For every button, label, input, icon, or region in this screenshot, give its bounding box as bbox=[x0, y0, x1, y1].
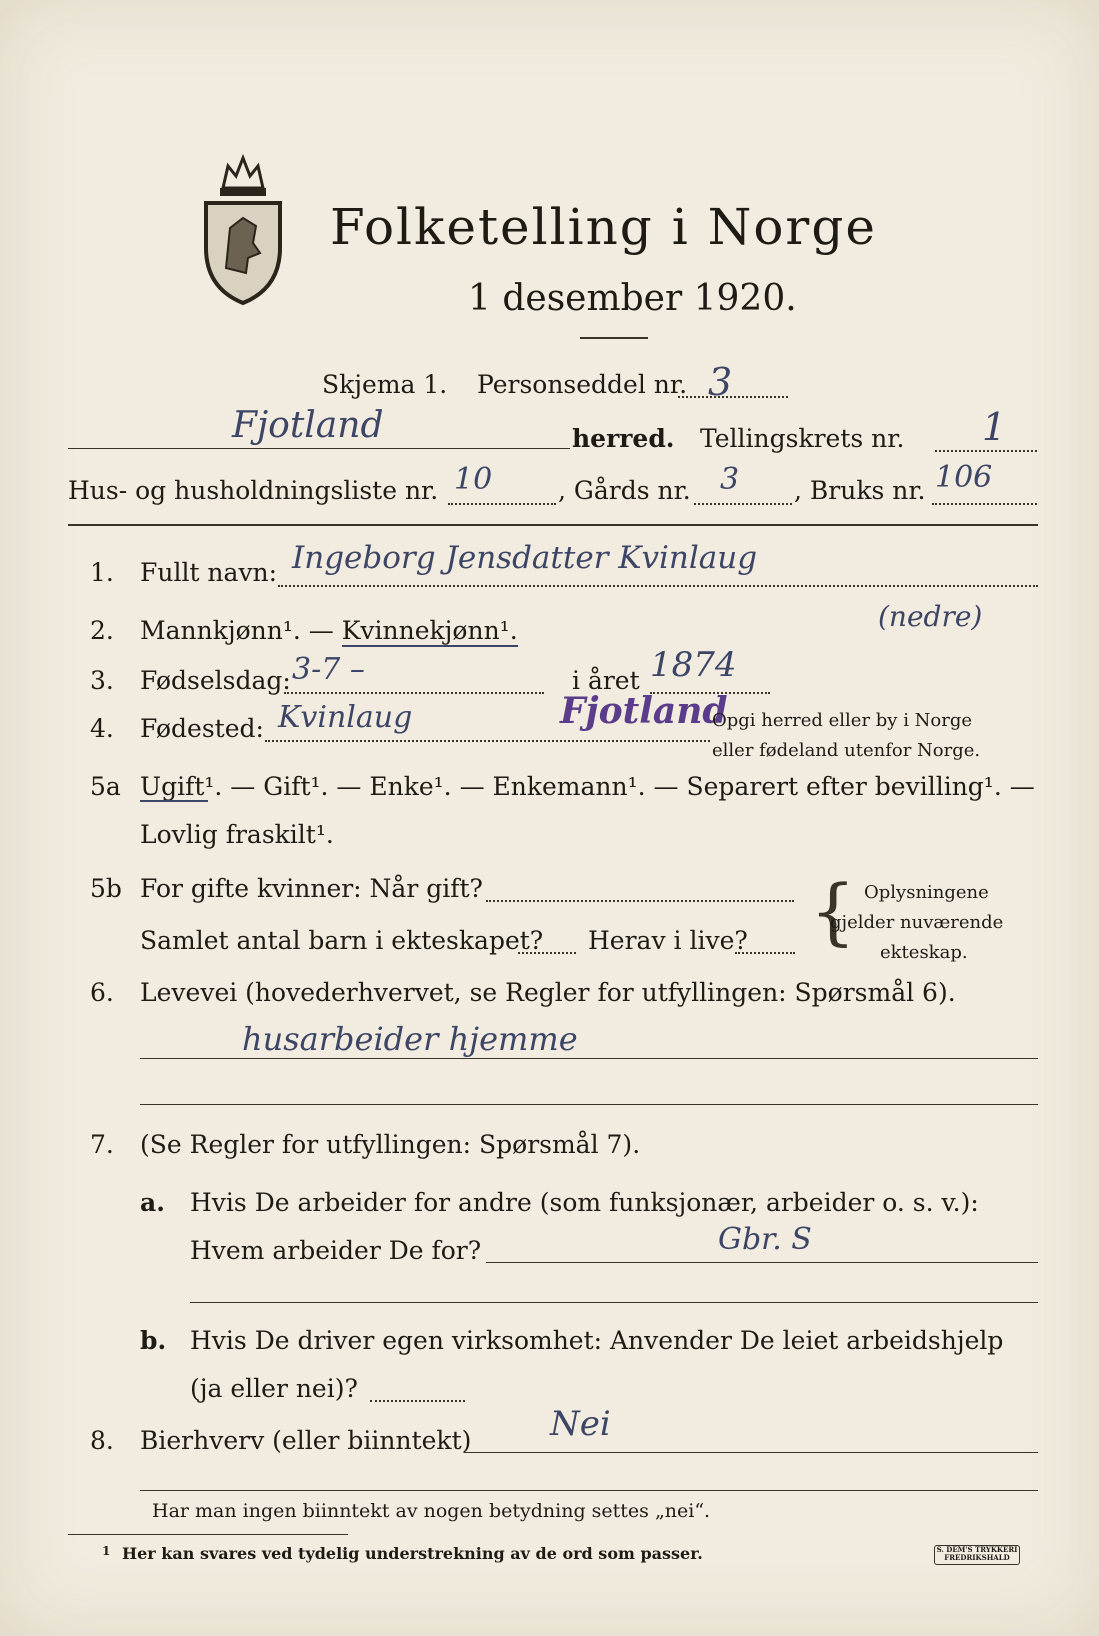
q5b-note-line1: Oplysningene bbox=[864, 882, 989, 903]
q8-label: Bierhverv (eller biinntekt) bbox=[140, 1426, 472, 1455]
q4-value[interactable]: Kvinlaug bbox=[278, 700, 413, 735]
q1-extra[interactable]: (nedre) bbox=[878, 600, 983, 633]
gards-label: , Gårds nr. bbox=[558, 476, 691, 505]
q7a-letter: a. bbox=[140, 1188, 165, 1217]
skjema-label: Skjema 1. bbox=[322, 370, 448, 399]
q6-line1 bbox=[140, 1058, 1038, 1059]
q4-line bbox=[265, 740, 710, 742]
q3-year-label: i året bbox=[572, 666, 640, 695]
personseddel-label: Personseddel nr. bbox=[477, 370, 688, 399]
q8-extra-line bbox=[140, 1490, 1038, 1491]
q4-value-stamp[interactable]: Fjotland bbox=[560, 690, 728, 732]
q5a-line1: Ugift¹. — Gift¹. — Enke¹. — Enkemann¹. — Separert efter bevilling¹. — bbox=[140, 772, 1035, 801]
census-date: 1 desember 1920. bbox=[468, 278, 797, 319]
herred-line bbox=[68, 448, 570, 449]
q4-number: 4. bbox=[90, 714, 114, 743]
tellingskrets-line bbox=[935, 450, 1037, 452]
q1-label: Fullt navn: bbox=[140, 558, 278, 587]
q3-line bbox=[284, 692, 544, 694]
q5b-married-line bbox=[486, 900, 794, 902]
q7b-letter: b. bbox=[140, 1326, 167, 1355]
husliste-line bbox=[448, 503, 556, 505]
q5b-label2: Samlet antal barn i ekteskapet? bbox=[140, 926, 544, 955]
herred-value[interactable]: Fjotland bbox=[232, 405, 384, 446]
q5b-label1: For gifte kvinner: Når gift? bbox=[140, 874, 483, 903]
q4-label: Fødested: bbox=[140, 714, 264, 743]
personseddel-line bbox=[678, 396, 788, 398]
q5b-label3: Herav i live? bbox=[588, 926, 748, 955]
q5b-note-line3: ekteskap. bbox=[880, 942, 968, 963]
bruks-label: , Bruks nr. bbox=[794, 476, 926, 505]
footnote-mark: 1 bbox=[102, 1544, 111, 1558]
husliste-value[interactable]: 10 bbox=[454, 462, 493, 497]
q1-value[interactable]: Ingeborg Jensdatter Kvinlaug bbox=[292, 540, 758, 576]
q7-number: 7. bbox=[90, 1130, 114, 1159]
q4-note-line2: eller fødeland utenfor Norge. bbox=[712, 740, 981, 761]
gards-line bbox=[694, 503, 792, 505]
q6-line2 bbox=[140, 1104, 1038, 1105]
q6-number: 6. bbox=[90, 978, 114, 1007]
header-divider bbox=[68, 524, 1038, 526]
tellingskrets-label: Tellingskrets nr. bbox=[700, 424, 905, 453]
footnote-divider bbox=[68, 1534, 348, 1535]
q5b-alive-line bbox=[735, 952, 795, 954]
q8-value[interactable]: Nei bbox=[550, 1404, 611, 1444]
q7-label: (Se Regler for utfyllingen: Spørsmål 7). bbox=[140, 1130, 641, 1159]
printer-stamp-line2: FREDRIKSHALD bbox=[944, 1553, 1010, 1562]
q2-row bbox=[140, 616, 518, 645]
q5a-number: 5a bbox=[90, 772, 121, 801]
q7b-answer-line bbox=[370, 1400, 465, 1402]
q1-line bbox=[278, 585, 1038, 587]
q5b-children-line bbox=[518, 952, 576, 954]
gards-value[interactable]: 3 bbox=[720, 462, 740, 497]
q4-note-line1: Opgi herred eller by i Norge bbox=[712, 710, 973, 731]
q2-number: 2. bbox=[90, 616, 114, 645]
q3-value[interactable]: 3-7 – bbox=[292, 652, 365, 687]
q5b-brace: { bbox=[810, 869, 856, 953]
q3-year-value[interactable]: 1874 bbox=[650, 645, 737, 685]
q8-answer-line bbox=[464, 1452, 1038, 1453]
bruks-value[interactable]: 106 bbox=[935, 460, 993, 495]
title-divider bbox=[580, 337, 648, 339]
q2-female-option[interactable]: Kvinnekjønn¹. bbox=[341, 616, 518, 645]
q8-number: 8. bbox=[90, 1426, 114, 1455]
q7a-line2: Hvem arbeider De for? bbox=[190, 1236, 482, 1265]
q2-male-option[interactable]: Mannkjønn¹. bbox=[140, 616, 301, 645]
q7a-value[interactable]: Gbr. S bbox=[718, 1222, 812, 1257]
q7b-line1: Hvis De driver egen virksomhet: Anvender De leiet arbeidshjelp bbox=[190, 1326, 1004, 1355]
q7a-line1: Hvis De arbeider for andre (som funksjonær, arbeider o. s. v.): bbox=[190, 1188, 979, 1217]
q7a-answer-line bbox=[486, 1262, 1038, 1263]
herred-label: herred. bbox=[572, 424, 675, 453]
bruks-line bbox=[932, 503, 1037, 505]
q3-number: 3. bbox=[90, 666, 114, 695]
husliste-label: Hus- og husholdningsliste nr. bbox=[68, 476, 439, 505]
printer-stamp-line1: S. DEM'S TRYKKERI bbox=[936, 1545, 1018, 1554]
q5a-line2: Lovlig fraskilt¹. bbox=[140, 820, 334, 849]
tellingskrets-value[interactable]: 1 bbox=[982, 405, 1007, 449]
q5a-ugift-underline bbox=[140, 800, 208, 802]
q7a-extra-line bbox=[190, 1302, 1038, 1303]
footer-note: Har man ingen biinntekt av nogen betydning settes „nei“. bbox=[152, 1500, 711, 1522]
q3-label: Fødselsdag: bbox=[140, 666, 291, 695]
q7b-line2: (ja eller nei)? bbox=[190, 1374, 358, 1403]
q5b-number: 5b bbox=[90, 874, 122, 903]
q6-value[interactable]: husarbeider hjemme bbox=[242, 1020, 578, 1058]
personseddel-value[interactable]: 3 bbox=[708, 360, 733, 404]
printer-stamp bbox=[934, 1545, 1020, 1565]
q6-label: Levevei (hovederhvervet, se Regler for utfyllingen: Spørsmål 6). bbox=[140, 978, 956, 1007]
q1-number: 1. bbox=[90, 558, 114, 587]
q5b-note-line2: gjelder nuværende bbox=[830, 912, 1004, 933]
page-title: Folketelling i Norge bbox=[330, 198, 877, 256]
coat-of-arms-icon bbox=[198, 148, 288, 308]
footnote-text: Her kan svares ved tydelig understrekning av de ord som passer. bbox=[122, 1544, 703, 1563]
q2-separator: — bbox=[300, 616, 342, 645]
